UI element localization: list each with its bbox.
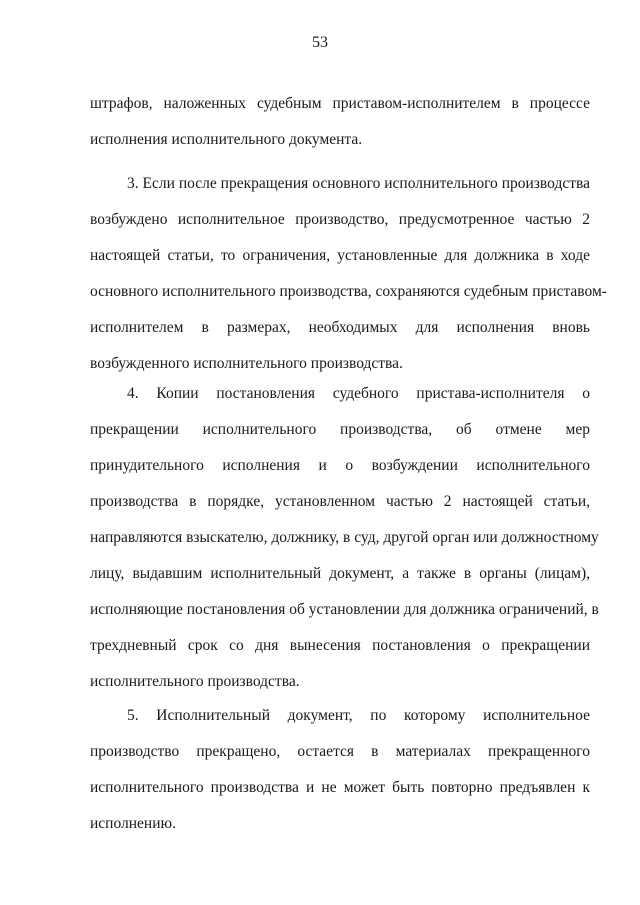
text-line: исполнительного производства и не может быть повторно предъявлен к [90,779,590,796]
text-line: возбуждено исполнительное производство, предусмотренное частью 2 [90,211,590,228]
text-line: принудительного исполнения и о возбуждении исполнительного [90,457,590,474]
text-line: направляются взыскателю, должнику, в суд, другой орган или должностному [90,529,599,546]
text-line: исполнителем в размерах, необходимых для исполнения вновь [90,319,590,336]
text-line: прекращении исполнительного производства, об отмене мер [90,421,590,438]
text-line: производство прекращено, остается в материалах прекращенного [90,743,590,760]
text-line: возбужденного исполнительного производства. [90,355,403,372]
text-line: исполнению. [90,815,176,832]
paragraph-continuation [90,94,590,166]
paragraph-item-3 [90,174,607,390]
text-line: производства в порядке, установленном частью 2 настоящей статьи, [90,493,590,510]
text-line: трехдневный срок со дня вынесения постановления о прекращении [90,637,590,654]
paragraph-item-4 [90,384,599,708]
text-line: 5. Исполнительный документ, по которому исполнительное [127,707,590,724]
text-line: 3. Если после прекращения основного исполнительного производства [127,175,590,192]
text-line: 4. Копии постановления судебного пристава-исполнителя о [127,385,590,402]
page-number: 53 [312,34,328,51]
text-line: основного исполнительного производства, сохраняются судебным приставом- [90,283,607,300]
text-line: исполнения исполнительного документа. [90,131,363,148]
text-line: лицу, выдавшим исполнительный документ, а также в органы (лицам), [90,565,590,582]
text-line: исполнительного производства. [90,673,300,690]
text-line: штрафов, наложенных судебным приставом-исполнителем в процессе [90,95,590,112]
paragraph-item-5 [90,706,590,850]
text-line: исполняющие постановления об установлении для должника ограничений, в [90,601,599,618]
text-line: настоящей статьи, то ограничения, установленные для должника в ходе [90,247,590,264]
